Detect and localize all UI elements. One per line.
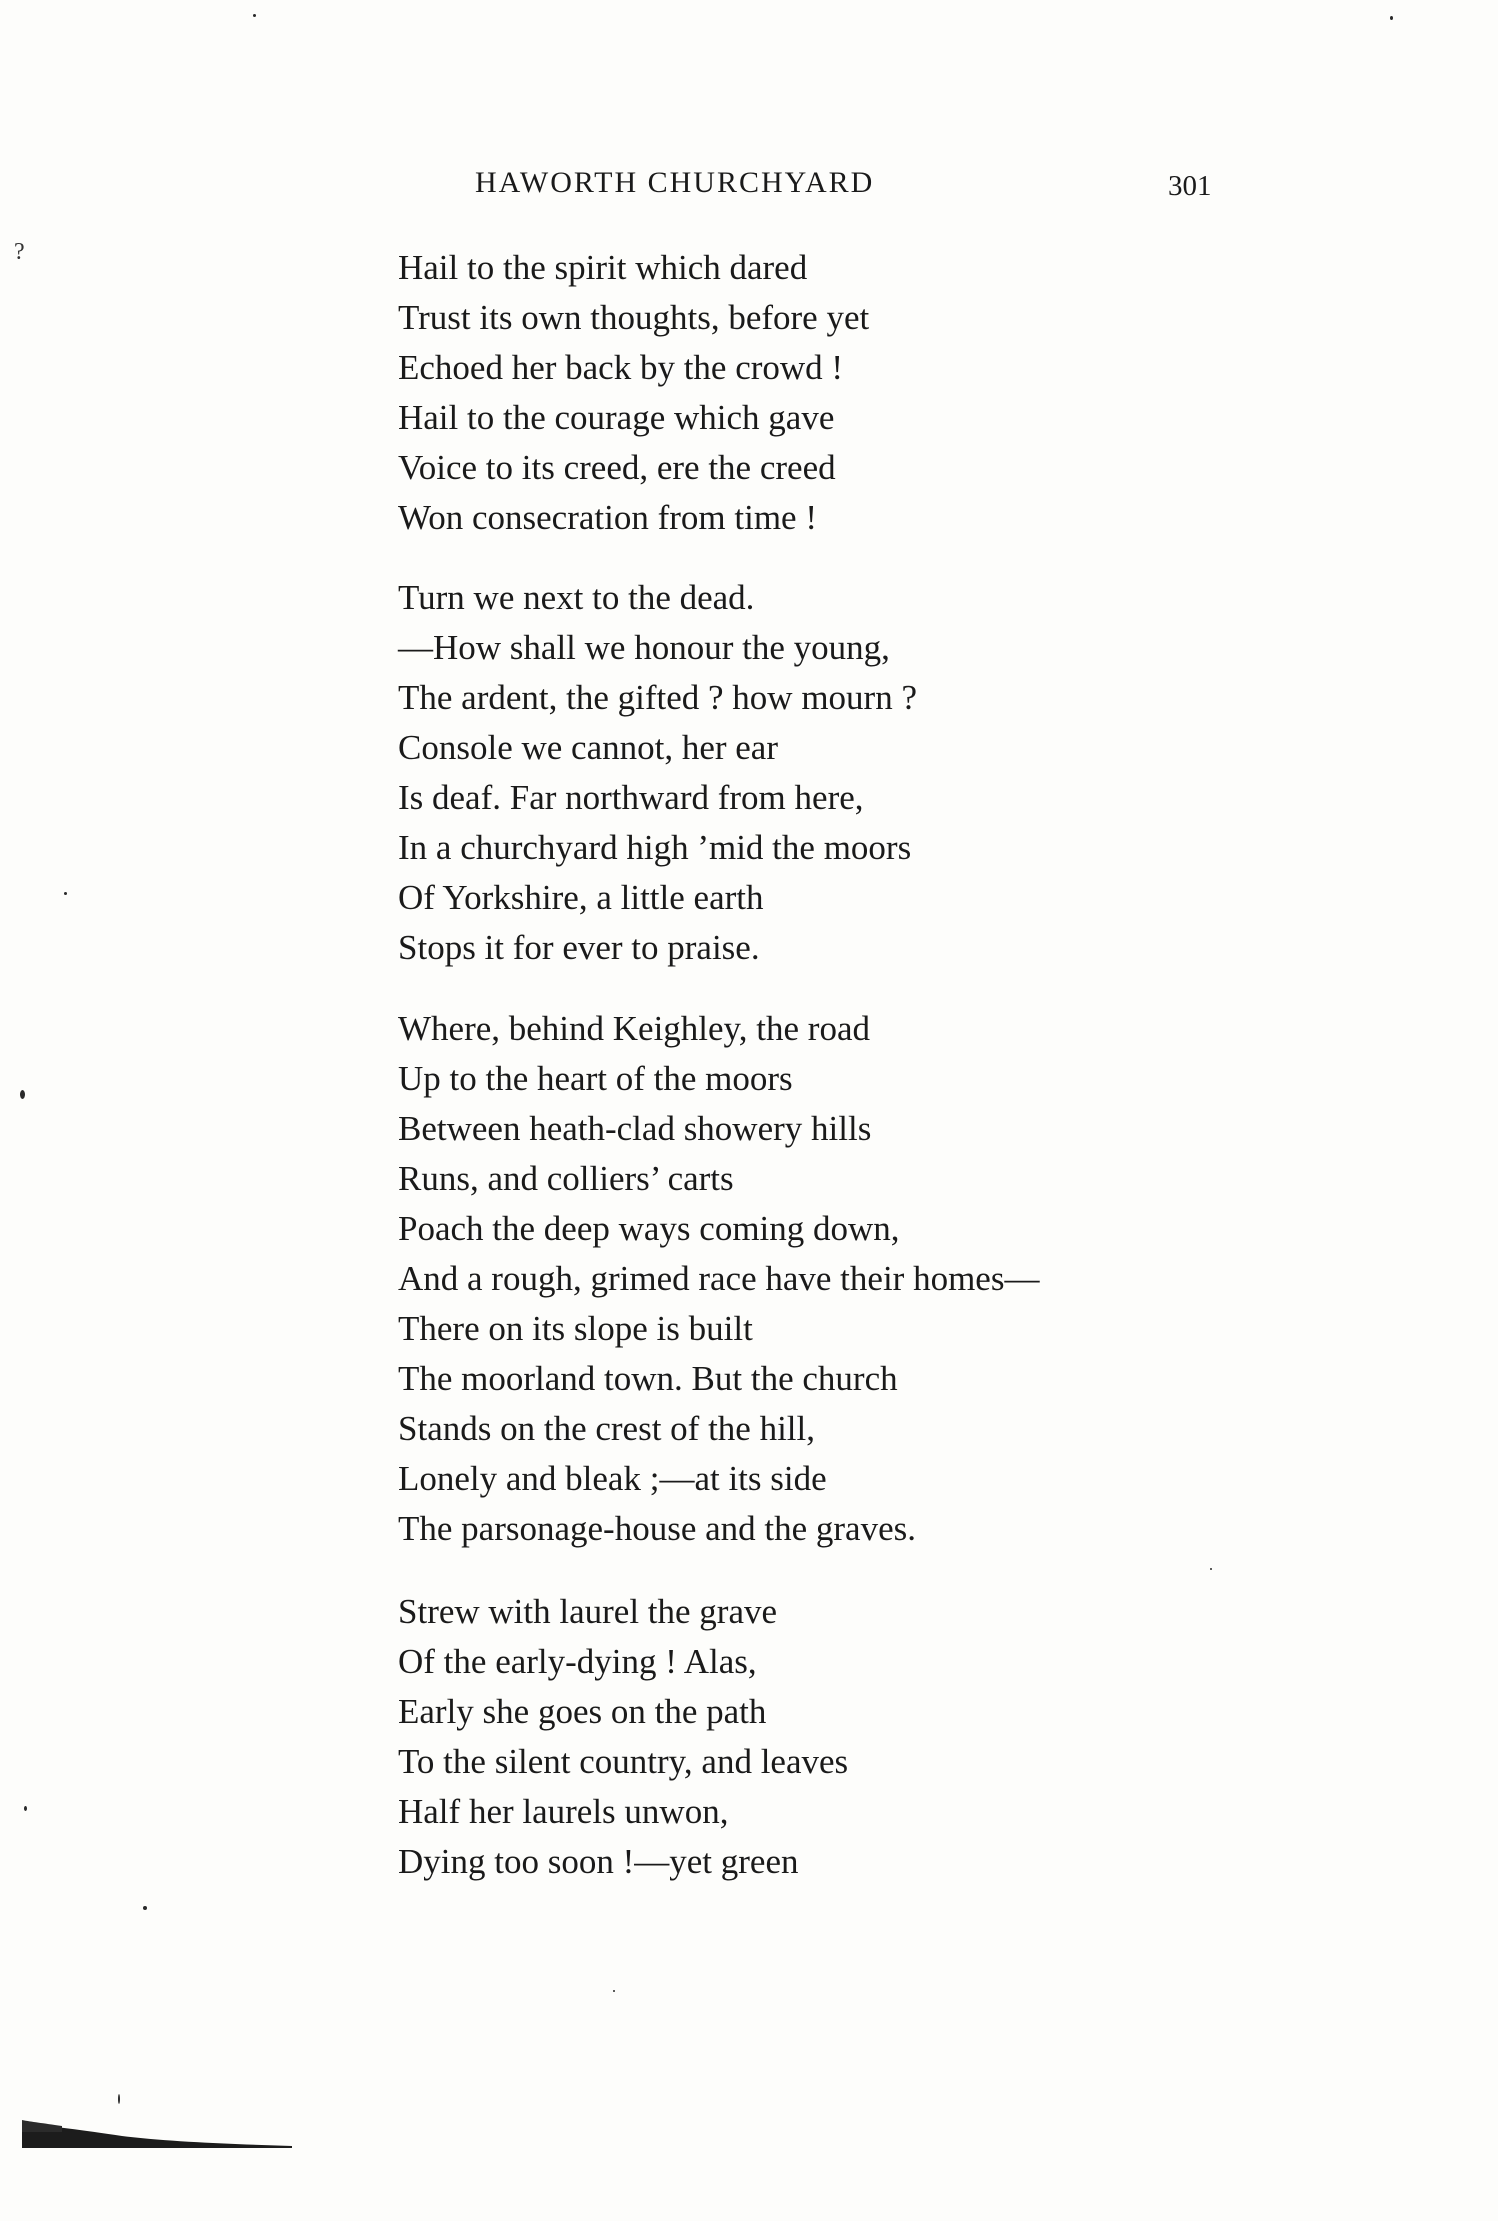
verse-line: Trust its own thoughts, before yet [398,298,870,337]
margin-pencil-mark: ? [14,239,25,265]
verse-line: The ardent, the gifted ? how mourn ? [398,678,917,717]
scan-speck [20,1090,25,1099]
stanza-4 [398,1587,848,1887]
verse-line: The parsonage-house and the graves. [398,1509,916,1548]
verse-line: Stops it for ever to praise. [398,928,760,967]
verse-line: —How shall we honour the young, [398,628,890,667]
verse-line: Half her laurels unwon, [398,1792,729,1831]
scan-speck [1210,1568,1212,1570]
verse-line: Hail to the courage which gave [398,398,835,437]
verse-line: The moorland town. But the church [398,1359,898,1398]
verse-line: Stands on the crest of the hill, [398,1409,816,1448]
running-title: HAWORTH CHURCHYARD [475,166,875,199]
verse-line: Turn we next to the dead. [398,578,755,617]
ink-smudge [22,2120,292,2150]
verse-line: Is deaf. Far northward from here, [398,778,864,817]
verse-line: Hail to the spirit which dared [398,248,808,287]
verse-line: Where, behind Keighley, the road [398,1009,870,1048]
scan-speck [613,1990,615,1992]
verse-line: Between heath-clad showery hills [398,1109,872,1148]
scan-speck [1390,16,1393,20]
verse-line: Poach the deep ways coming down, [398,1209,900,1248]
verse-line: And a rough, grimed race have their homes— [398,1259,1040,1298]
verse-line: Early she goes on the path [398,1692,767,1731]
scan-speck [143,1906,147,1910]
scan-speck [64,892,67,895]
verse-line: Up to the heart of the moors [398,1059,793,1098]
verse-line: To the silent country, and leaves [398,1742,849,1781]
scan-speck [118,2094,120,2104]
verse-line: Runs, and colliers’ carts [398,1159,734,1198]
stanza-2 [398,573,917,973]
verse-line: Console we cannot, her ear [398,728,778,767]
verse-line: Lonely and bleak ;—at its side [398,1459,827,1498]
scan-speck [24,1806,27,1811]
stanza-1 [398,243,869,543]
verse-line: Voice to its creed, ere the creed [398,448,836,487]
verse-line: Dying too soon !—yet green [398,1842,799,1881]
verse-line: Strew with laurel the grave [398,1592,778,1631]
page-number: 301 [1168,170,1212,202]
verse-line: Of the early-dying ! Alas, [398,1642,757,1681]
verse-line: Echoed her back by the crowd ! [398,348,844,387]
verse-line: There on its slope is built [398,1309,753,1348]
verse-line: Of Yorkshire, a little earth [398,878,764,917]
verse-line: Won consecration from time ! [398,498,817,537]
verse-line: In a churchyard high ’mid the moors [398,828,912,867]
scan-speck [253,14,256,17]
stanza-3 [398,1004,1039,1554]
